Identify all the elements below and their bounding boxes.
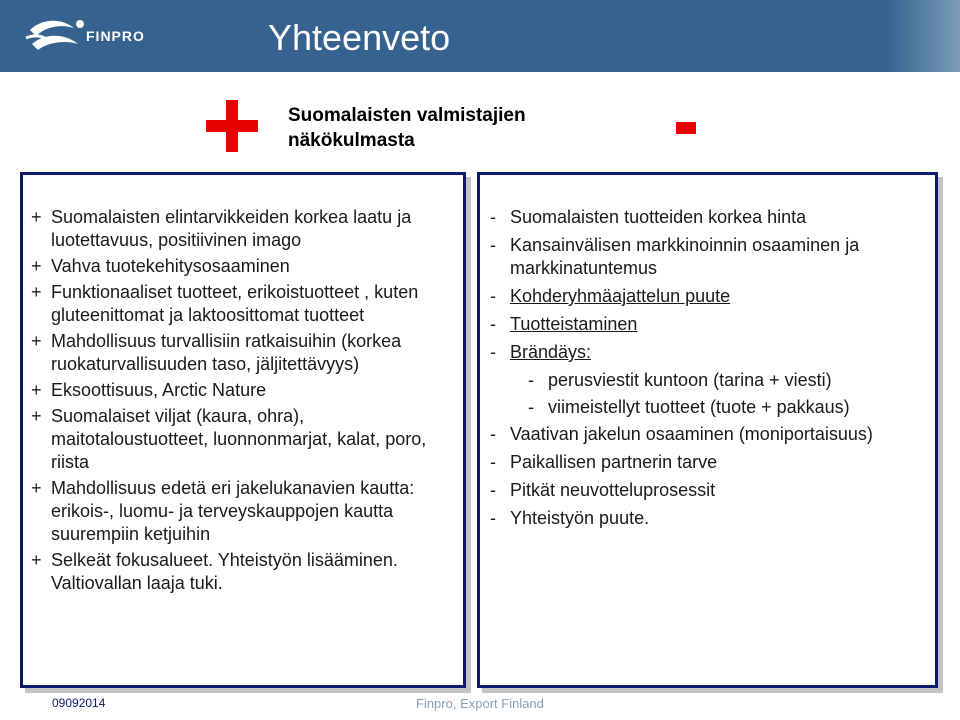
list-item <box>31 477 456 546</box>
item-text: Mahdollisuus turvallisiin ratkaisuihin (korkea ruokaturvallisuuden taso, jäljitettävyys) <box>51 331 402 374</box>
item-text: Eksoottisuus, Arctic Nature <box>51 380 267 400</box>
list-item <box>490 234 930 280</box>
list-item <box>490 451 930 474</box>
plus-marker: + <box>31 406 42 426</box>
minus-marker: - <box>490 480 496 500</box>
item-text: viimeistellyt tuotteet (tuote + pakkaus) <box>548 397 850 417</box>
list-item <box>490 479 930 502</box>
list-item <box>490 507 930 530</box>
list-item <box>31 330 456 376</box>
header-gradient <box>886 0 960 72</box>
item-text: Brändäys: <box>510 342 592 362</box>
list-item <box>31 549 456 595</box>
minus-marker: - <box>490 286 496 306</box>
list-item <box>31 206 456 252</box>
list-item <box>490 341 930 364</box>
plus-marker: + <box>31 282 42 302</box>
subtitle-line-2: näkökulmasta <box>288 130 415 151</box>
list-item <box>490 423 930 446</box>
minus-marker: - <box>490 452 496 472</box>
item-text: Kansainvälisen markkinoinnin osaaminen ja markkinatuntemus <box>510 235 860 278</box>
perspective-subtitle <box>288 103 588 153</box>
plus-marker: + <box>31 256 42 276</box>
item-text: Paikallisen partnerin tarve <box>510 452 718 472</box>
minus-marker: - <box>490 508 496 528</box>
item-text: Pitkät neuvotteluprosessit <box>510 480 716 500</box>
logo-wordmark: FINPRO <box>86 28 145 44</box>
item-text: Tuotteistaminen <box>510 314 638 334</box>
plus-icon <box>206 100 258 152</box>
plus-marker: + <box>31 380 42 400</box>
plus-marker: + <box>31 331 42 351</box>
minus-marker: - <box>490 424 496 444</box>
subtitle-line-1: Suomalaisten valmistajien <box>288 105 526 126</box>
minus-marker: - <box>490 314 496 334</box>
minus-marker: - <box>490 207 496 227</box>
strengths-panel <box>20 172 466 688</box>
list-item <box>31 405 456 474</box>
item-text: Yhteistyön puute. <box>510 508 650 528</box>
item-text: Funktionaaliset tuotteet, erikoistuotteet , kuten gluteenittomat ja laktoosittomat tuotteet <box>51 282 419 325</box>
weaknesses-list <box>490 206 930 535</box>
item-text: perusviestit kuntoon (tarina + viesti) <box>548 370 832 390</box>
item-text: Vahva tuotekehitysosaaminen <box>51 256 290 276</box>
list-item <box>31 255 456 278</box>
list-item <box>31 281 456 327</box>
footer-date: 09092014 <box>52 696 106 710</box>
item-text: Suomalaisten elintarvikkeiden korkea laatu ja luotettavuus, positiivinen imago <box>51 207 412 250</box>
minus-marker: - <box>528 397 534 417</box>
list-item <box>31 379 456 402</box>
weaknesses-panel <box>477 172 938 688</box>
list-item <box>490 206 930 229</box>
item-text: Kohderyhmäajattelun puute <box>510 286 731 306</box>
plus-marker: + <box>31 550 42 570</box>
title-bar <box>0 0 960 72</box>
item-text: Suomalaiset viljat (kaura, ohra), maitotaloustuotteet, luonnonmarjat, kalat, poro, riista <box>51 406 427 472</box>
sub-list-item <box>490 396 930 419</box>
sub-list-item <box>490 369 930 392</box>
page-title: Yhteenveto <box>268 17 451 58</box>
minus-marker: - <box>528 370 534 390</box>
item-text: Suomalaisten tuotteiden korkea hinta <box>510 207 807 227</box>
plus-marker: + <box>31 207 42 227</box>
minus-marker: - <box>490 342 496 362</box>
minus-marker: - <box>490 235 496 255</box>
item-text: Selkeät fokusalueet. Yhteistyön lisääminen. Valtiovallan laaja tuki. <box>51 550 398 593</box>
list-item <box>490 285 930 308</box>
footer-organization: Finpro, Export Finland <box>416 696 544 711</box>
strengths-list <box>31 206 456 598</box>
item-text: Vaativan jakelun osaaminen (moniportaisuus) <box>510 424 873 444</box>
plus-marker: + <box>31 478 42 498</box>
item-text: Mahdollisuus edetä eri jakelukanavien kautta: erikois-, luomu- ja terveyskauppojen kautta suurempiin ketjuihin <box>51 478 415 544</box>
minus-icon <box>676 122 696 134</box>
list-item <box>490 313 930 336</box>
